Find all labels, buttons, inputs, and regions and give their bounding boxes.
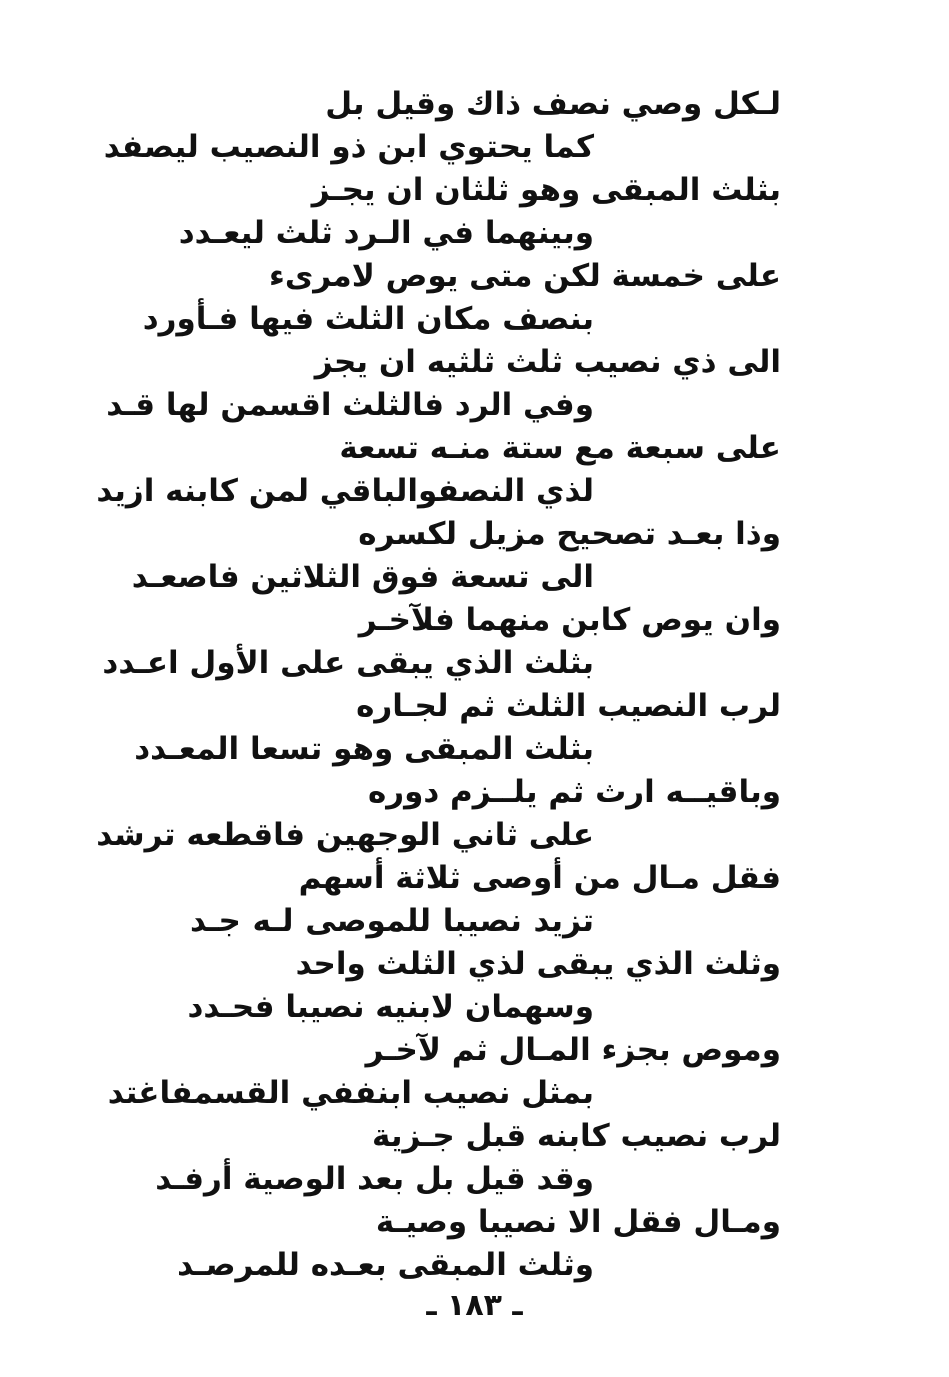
verse-line: وفي الرد فالثلث اقسمن لها قـد	[106, 387, 594, 423]
verse-line: على ثاني الوجهين فاقطعه ترشد	[96, 817, 594, 853]
verse-line: الى تسعة فوق الثلاثين فاصعـد	[131, 559, 594, 595]
verse-line: وباقيــه ارث ثم يلــزم دوره	[367, 774, 781, 810]
verse-line: بمثل نصيب ابنففي القسمفاغتد	[107, 1075, 594, 1111]
verse-line: كما يحتوي ابن ذو النصيب ليصفد	[103, 129, 594, 165]
verse-line: بنصف مكان الثلث فيها فـأورد	[142, 301, 594, 337]
verse-line: بثلث المبقى وهو تسعا المعـدد	[134, 731, 594, 767]
verse-line: وسهمان لابنيه نصيبا فحـدد	[187, 989, 594, 1025]
verse-line: فقل مـال من أوصى ثلاثة أسهم	[298, 860, 781, 896]
verse-line: وان يوص كابن منهما فلآخـر	[358, 602, 781, 638]
verse-line: الى ذي نصيب ثلث ثلثيه ان يجز	[314, 344, 781, 380]
verse-line: تزيد نصيبا للموصى لـه جـد	[190, 903, 594, 939]
verse-line: لذي النصفوالباقي لمن كابنه ازيد	[96, 473, 594, 509]
verse-line: وبينهما في الـرد ثلث ليعـدد	[178, 215, 594, 251]
verse-line: لـكل وصي نصف ذاك وقيل بل	[325, 86, 781, 122]
verse-line: وثلث الذي يبقى لذي الثلث واحد	[295, 946, 781, 982]
page-number: ـ ١٨٣ ـ	[426, 1288, 523, 1323]
verse-line: وثلث المبقى بعـده للمرصـد	[177, 1247, 594, 1283]
verse-line: لرب النصيب الثلث ثم لجـاره	[356, 688, 781, 724]
verse-line: وموص بجزء المـال ثم لآخـر	[365, 1032, 781, 1068]
verse-line: وذا بعـد تصحيح مزيل لكسره	[358, 516, 781, 552]
verse-line: لرب نصيب كابنه قبل جـزية	[372, 1118, 781, 1154]
verse-line: بثلث المبقى وهو ثلثان ان يجـز	[311, 172, 781, 208]
verse-line: ومـال فقل الا نصيبا وصيـة	[375, 1204, 781, 1240]
verse-line: بثلث الذي يبقى على الأول اعـدد	[102, 645, 594, 681]
verse-line: على خمسة لكن متى يوص لامرىء	[269, 258, 781, 294]
verse-line: وقد قيل بل بعد الوصية أرفـد	[155, 1161, 594, 1197]
verse-line: على سبعة مع ستة منـه تسعة	[339, 430, 781, 466]
